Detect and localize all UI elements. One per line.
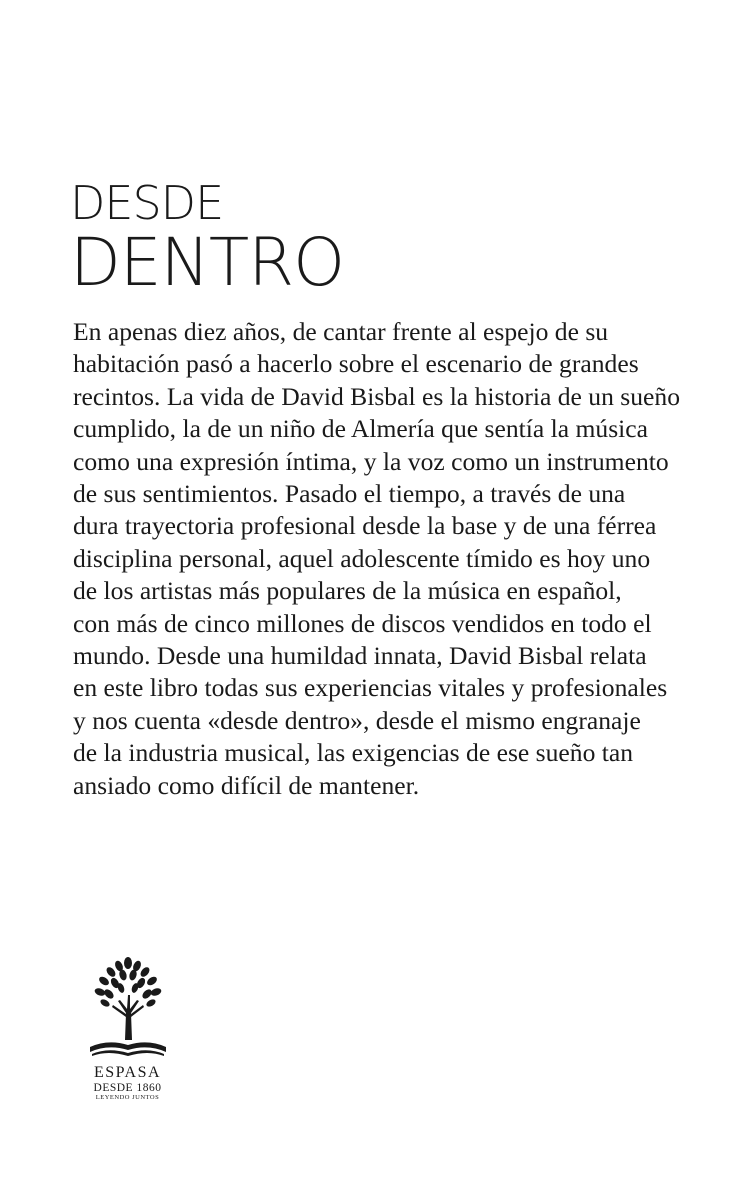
synopsis-line: cumplido, la de un niño de Almería que sentía la música bbox=[73, 414, 648, 444]
synopsis-line: dura trayectoria profesional desde la base y de una férrea bbox=[73, 511, 657, 541]
tree-on-book-icon bbox=[88, 955, 168, 1060]
publisher-since: DESDE 1860 bbox=[93, 1082, 162, 1094]
book-title bbox=[70, 176, 345, 301]
synopsis-line: En apenas diez años, de cantar frente al espejo de su bbox=[73, 317, 609, 346]
title-line-2: DENTRO bbox=[70, 224, 345, 301]
synopsis-line: como una expresión íntima, y la voz como un instrumento bbox=[73, 446, 669, 476]
synopsis-line: de sus sentimientos. Pasado el tiempo, a través de una bbox=[73, 479, 626, 509]
synopsis-line: con más de cinco millones de discos vendidos en todo el bbox=[73, 608, 652, 638]
publisher-logo bbox=[80, 955, 175, 1102]
synopsis-line: ansiado como difícil de mantener. bbox=[73, 770, 420, 800]
synopsis-line: recintos. La vida de David Bisbal es la historia de un sueño bbox=[73, 381, 680, 411]
publisher-tagline: LEYENDO JUNTOS bbox=[95, 1094, 160, 1101]
synopsis-line: habitación pasó a hacerlo sobre el escenario de grandes bbox=[73, 349, 639, 379]
synopsis-line: disciplina personal, aquel adolescente tímido es hoy uno bbox=[73, 543, 651, 573]
synopsis-line: de la industria musical, las exigencias de ese sueño tan bbox=[73, 738, 634, 768]
synopsis-line: mundo. Desde una humildad innata, David Bisbal relata bbox=[73, 641, 647, 671]
publisher-name: ESPASA bbox=[93, 1064, 162, 1081]
synopsis-line: en este libro todas sus experiencias vitales y profesionales bbox=[73, 673, 668, 703]
title-line-1: DESDE bbox=[70, 176, 224, 230]
synopsis-line: de los artistas más populares de la música en español, bbox=[73, 576, 622, 606]
synopsis-line: y nos cuenta «desde dentro», desde el mismo engranaje bbox=[73, 705, 641, 735]
synopsis bbox=[73, 316, 733, 802]
